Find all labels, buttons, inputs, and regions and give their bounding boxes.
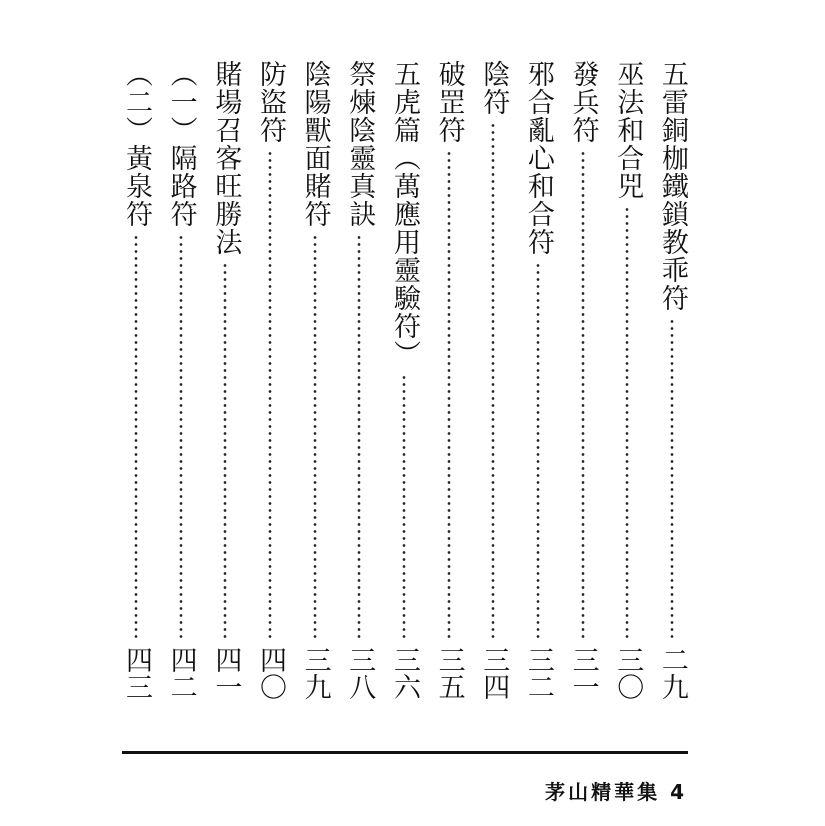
toc-entry [654, 60, 690, 700]
dot-leader [179, 234, 183, 638]
toc-entry [252, 60, 288, 700]
table-of-contents [118, 60, 690, 700]
toc-entry [520, 60, 556, 700]
dot-leader [268, 150, 272, 638]
toc-entry-title: 巫法和合兕 [612, 60, 644, 200]
toc-entry-page: 四二 [165, 646, 197, 700]
toc-entry-title: 防盜符 [254, 60, 286, 144]
dot-leader [313, 234, 317, 638]
toc-entry-title: 祭煉陰靈真訣 [344, 60, 376, 228]
toc-entry [163, 60, 199, 700]
toc-entry [609, 60, 645, 700]
toc-entry-page: 三五 [433, 646, 465, 700]
dot-leader [447, 150, 451, 638]
toc-entry [431, 60, 467, 700]
toc-entry-title: 五雷銅枷鐵鎖教乖符 [656, 60, 688, 312]
dot-leader [536, 262, 540, 638]
toc-entry [386, 60, 422, 700]
toc-entry-page: 三四 [478, 646, 510, 700]
dot-leader [134, 234, 138, 638]
toc-entry-page: 三〇 [612, 646, 644, 700]
dot-leader [625, 206, 629, 638]
toc-entry [207, 60, 243, 700]
page-footer [545, 776, 687, 805]
dot-leader [670, 318, 674, 638]
footer-rule [122, 751, 688, 754]
toc-entry-title: 陰符 [478, 60, 510, 116]
toc-entry-page: 四一 [210, 646, 242, 700]
dot-leader [491, 122, 495, 638]
toc-entry-page: 三九 [299, 646, 331, 700]
toc-entry [565, 60, 601, 700]
page-number: 4 [670, 780, 687, 804]
toc-entry-title: 五虎篇︵萬應用靈驗符︶ [388, 60, 420, 368]
toc-entry [475, 60, 511, 700]
toc-entry-page: 四三 [121, 646, 152, 700]
toc-entry [297, 60, 333, 700]
toc-entry-title: 破罡符 [433, 60, 465, 144]
toc-entry-title: 賭場召客旺勝法 [210, 60, 242, 256]
toc-entry-page: 三六 [388, 646, 420, 700]
toc-entry-page: 三二 [522, 646, 554, 700]
toc-entry-title: 邪合亂心和合符 [522, 60, 554, 256]
toc-entry-title: 陰陽獸面賭符 [299, 60, 331, 228]
dot-leader [581, 150, 585, 638]
toc-entry-title: 發兵符 [567, 60, 599, 144]
toc-entry-title: ︵一︶隔路符 [165, 60, 197, 228]
dot-leader [223, 262, 227, 638]
dot-leader [357, 234, 361, 638]
toc-entry [118, 60, 154, 700]
toc-entry-page: 四〇 [254, 646, 286, 700]
toc-entry-page: 二九 [656, 646, 688, 700]
toc-entry-title: ︵二︶黃泉符 [121, 60, 152, 228]
toc-entry-page: 三八 [344, 646, 376, 700]
toc-entry [341, 60, 377, 700]
book-title: 茅山精華集 [545, 780, 661, 804]
toc-entry-page: 三一 [567, 646, 599, 700]
dot-leader [402, 374, 406, 638]
